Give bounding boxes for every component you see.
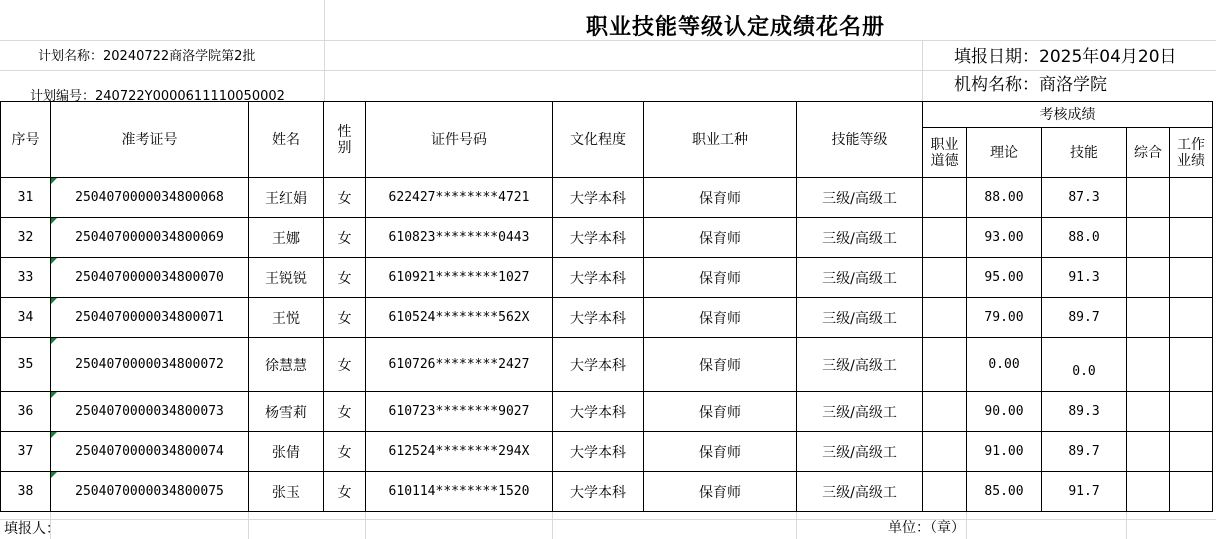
col-header-id-no[interactable]: 证件号码 (366, 102, 553, 178)
cell-overall[interactable] (1127, 258, 1170, 298)
cell-exam-no[interactable]: 2504070000034800069 (51, 218, 249, 258)
cell-ethics[interactable] (923, 472, 967, 512)
cell-occupation[interactable]: 保育师 (644, 258, 797, 298)
cell-ethics[interactable] (923, 298, 967, 338)
cell-level[interactable]: 三级/高级工 (797, 338, 923, 392)
cell-education[interactable]: 大学本科 (553, 472, 644, 512)
cell-level[interactable]: 三级/高级工 (797, 432, 923, 472)
cell-level[interactable]: 三级/高级工 (797, 392, 923, 432)
cell-theory[interactable]: 0.00 (967, 338, 1042, 392)
cell-occupation[interactable]: 保育师 (644, 298, 797, 338)
cell-level[interactable]: 三级/高级工 (797, 218, 923, 258)
cell-overall[interactable] (1127, 472, 1170, 512)
cell-seq[interactable]: 34 (1, 298, 51, 338)
cell-exam-no[interactable]: 2504070000034800071 (51, 298, 249, 338)
cell-work[interactable] (1170, 298, 1213, 338)
cell-name[interactable]: 杨雪莉 (249, 392, 324, 432)
cell-id-no[interactable]: 610921********1027 (366, 258, 553, 298)
table-row[interactable] (1, 338, 1213, 392)
cell-skill[interactable]: 87.3 (1042, 178, 1127, 218)
cell-seq[interactable]: 36 (1, 392, 51, 432)
cell-occupation[interactable]: 保育师 (644, 218, 797, 258)
cell-theory[interactable]: 79.00 (967, 298, 1042, 338)
cell-name[interactable]: 张玉 (249, 472, 324, 512)
cell-id-no[interactable]: 610524********562X (366, 298, 553, 338)
cell-education[interactable]: 大学本科 (553, 178, 644, 218)
col-header-exam-no[interactable]: 准考证号 (51, 102, 249, 178)
col-header-level[interactable]: 技能等级 (797, 102, 923, 178)
cell-name[interactable]: 王娜 (249, 218, 324, 258)
cell-work[interactable] (1170, 472, 1213, 512)
unit-seal-label: 单位：（章） (888, 520, 965, 536)
cell-id-no[interactable]: 610723********9027 (366, 392, 553, 432)
cell-level[interactable]: 三级/高级工 (797, 178, 923, 218)
cell-exam-no[interactable]: 2504070000034800068 (51, 178, 249, 218)
cell-theory[interactable]: 85.00 (967, 472, 1042, 512)
cell-gender[interactable]: 女 (324, 258, 366, 298)
cell-skill[interactable]: 91.7 (1042, 472, 1127, 512)
cell-seq[interactable]: 37 (1, 432, 51, 472)
cell-ethics[interactable] (923, 218, 967, 258)
cell-overall[interactable] (1127, 432, 1170, 472)
cell-id-no[interactable]: 610114********1520 (366, 472, 553, 512)
table-row[interactable] (1, 432, 1213, 472)
cell-seq[interactable]: 31 (1, 178, 51, 218)
cell-education[interactable]: 大学本科 (553, 218, 644, 258)
cell-education[interactable]: 大学本科 (553, 338, 644, 392)
cell-overall[interactable] (1127, 338, 1170, 392)
cell-id-no[interactable]: 610823********0443 (366, 218, 553, 258)
gridline (0, 519, 1216, 520)
cell-seq[interactable]: 33 (1, 258, 51, 298)
col-header-gender[interactable]: 性别 (324, 102, 366, 178)
cell-level[interactable]: 三级/高级工 (797, 298, 923, 338)
cell-name[interactable]: 王悦 (249, 298, 324, 338)
cell-skill[interactable]: 0.0 (1042, 338, 1127, 392)
cell-work[interactable] (1170, 432, 1213, 472)
cell-education[interactable]: 大学本科 (553, 258, 644, 298)
cell-gender[interactable]: 女 (324, 432, 366, 472)
cell-ethics[interactable] (923, 392, 967, 432)
cell-gender[interactable]: 女 (324, 298, 366, 338)
cell-gender[interactable]: 女 (324, 472, 366, 512)
cell-education[interactable]: 大学本科 (553, 392, 644, 432)
col-header-occupation[interactable]: 职业工种 (644, 102, 797, 178)
cell-id-no[interactable]: 612524********294X (366, 432, 553, 472)
cell-name[interactable]: 徐慧慧 (249, 338, 324, 392)
cell-name[interactable]: 王锐锐 (249, 258, 324, 298)
cell-overall[interactable] (1127, 392, 1170, 432)
col-header-name[interactable]: 姓名 (249, 102, 324, 178)
cell-work[interactable] (1170, 178, 1213, 218)
score-roster-table (0, 101, 1213, 512)
cell-education[interactable]: 大学本科 (553, 298, 644, 338)
cell-skill[interactable]: 89.7 (1042, 432, 1127, 472)
cell-skill[interactable]: 89.3 (1042, 392, 1127, 432)
cell-work[interactable] (1170, 218, 1213, 258)
cell-skill[interactable]: 88.0 (1042, 218, 1127, 258)
cell-work[interactable] (1170, 258, 1213, 298)
cell-occupation[interactable]: 保育师 (644, 178, 797, 218)
col-header-ethics[interactable]: 职业道德 (923, 128, 967, 178)
cell-exam-no[interactable]: 2504070000034800074 (51, 432, 249, 472)
cell-occupation[interactable]: 保育师 (644, 432, 797, 472)
col-header-seq[interactable]: 序号 (1, 102, 51, 178)
cell-ethics[interactable] (923, 258, 967, 298)
cell-gender[interactable]: 女 (324, 338, 366, 392)
filler-label: 填报人： (4, 521, 60, 537)
cell-exam-no[interactable]: 2504070000034800070 (51, 258, 249, 298)
cell-occupation[interactable]: 保育师 (644, 392, 797, 432)
cell-occupation[interactable]: 保育师 (644, 472, 797, 512)
table-row[interactable] (1, 472, 1213, 512)
cell-overall[interactable] (1127, 298, 1170, 338)
cell-exam-no[interactable]: 2504070000034800072 (51, 338, 249, 392)
table-row[interactable] (1, 392, 1213, 432)
gridline (324, 0, 325, 101)
col-header-education[interactable]: 文化程度 (553, 102, 644, 178)
cell-skill[interactable]: 89.7 (1042, 298, 1127, 338)
col-header-theory[interactable]: 理论 (967, 128, 1042, 178)
cell-level[interactable]: 三级/高级工 (797, 258, 923, 298)
cell-theory[interactable]: 88.00 (967, 178, 1042, 218)
cell-ethics[interactable] (923, 338, 967, 392)
col-header-skill[interactable]: 技能 (1042, 128, 1127, 178)
col-header-work[interactable]: 工作业绩 (1170, 128, 1213, 178)
cell-occupation[interactable]: 保育师 (644, 338, 797, 392)
cell-ethics[interactable] (923, 432, 967, 472)
cell-seq[interactable]: 35 (1, 338, 51, 392)
table-row[interactable] (1, 218, 1213, 258)
cell-theory[interactable]: 93.00 (967, 218, 1042, 258)
table-row[interactable] (1, 298, 1213, 338)
fill-date: 填报日期：2025年04月20日 (954, 47, 1177, 67)
cell-seq[interactable]: 32 (1, 218, 51, 258)
cell-exam-no[interactable]: 2504070000034800073 (51, 392, 249, 432)
cell-gender[interactable]: 女 (324, 218, 366, 258)
cell-name[interactable]: 张倩 (249, 432, 324, 472)
table-row[interactable] (1, 258, 1213, 298)
cell-theory[interactable]: 91.00 (967, 432, 1042, 472)
cell-overall[interactable] (1127, 178, 1170, 218)
cell-level[interactable]: 三级/高级工 (797, 472, 923, 512)
cell-exam-no[interactable]: 2504070000034800075 (51, 472, 249, 512)
cell-gender[interactable]: 女 (324, 392, 366, 432)
cell-id-no[interactable]: 610726********2427 (366, 338, 553, 392)
organization-name: 机构名称：商洛学院 (954, 75, 1107, 95)
col-header-overall[interactable]: 综合 (1127, 128, 1170, 178)
cell-overall[interactable] (1127, 218, 1170, 258)
cell-seq[interactable]: 38 (1, 472, 51, 512)
cell-theory[interactable]: 95.00 (967, 258, 1042, 298)
cell-skill[interactable]: 91.3 (1042, 258, 1127, 298)
plan-name: 计划名称：20240722商洛学院第2批 (38, 49, 256, 64)
table-row[interactable] (1, 178, 1213, 218)
cell-work[interactable] (1170, 392, 1213, 432)
cell-ethics[interactable] (923, 178, 967, 218)
page-title: 职业技能等级认定成绩花名册 (586, 15, 886, 40)
col-header-assessment[interactable]: 考核成绩 (923, 102, 1213, 128)
cell-gender[interactable]: 女 (324, 178, 366, 218)
cell-id-no[interactable]: 622427********4721 (366, 178, 553, 218)
cell-education[interactable]: 大学本科 (553, 432, 644, 472)
cell-work[interactable] (1170, 338, 1213, 392)
cell-theory[interactable]: 90.00 (967, 392, 1042, 432)
cell-name[interactable]: 王红娟 (249, 178, 324, 218)
plan-number: 计划编号：240722Y0000611110050002 (30, 89, 285, 104)
